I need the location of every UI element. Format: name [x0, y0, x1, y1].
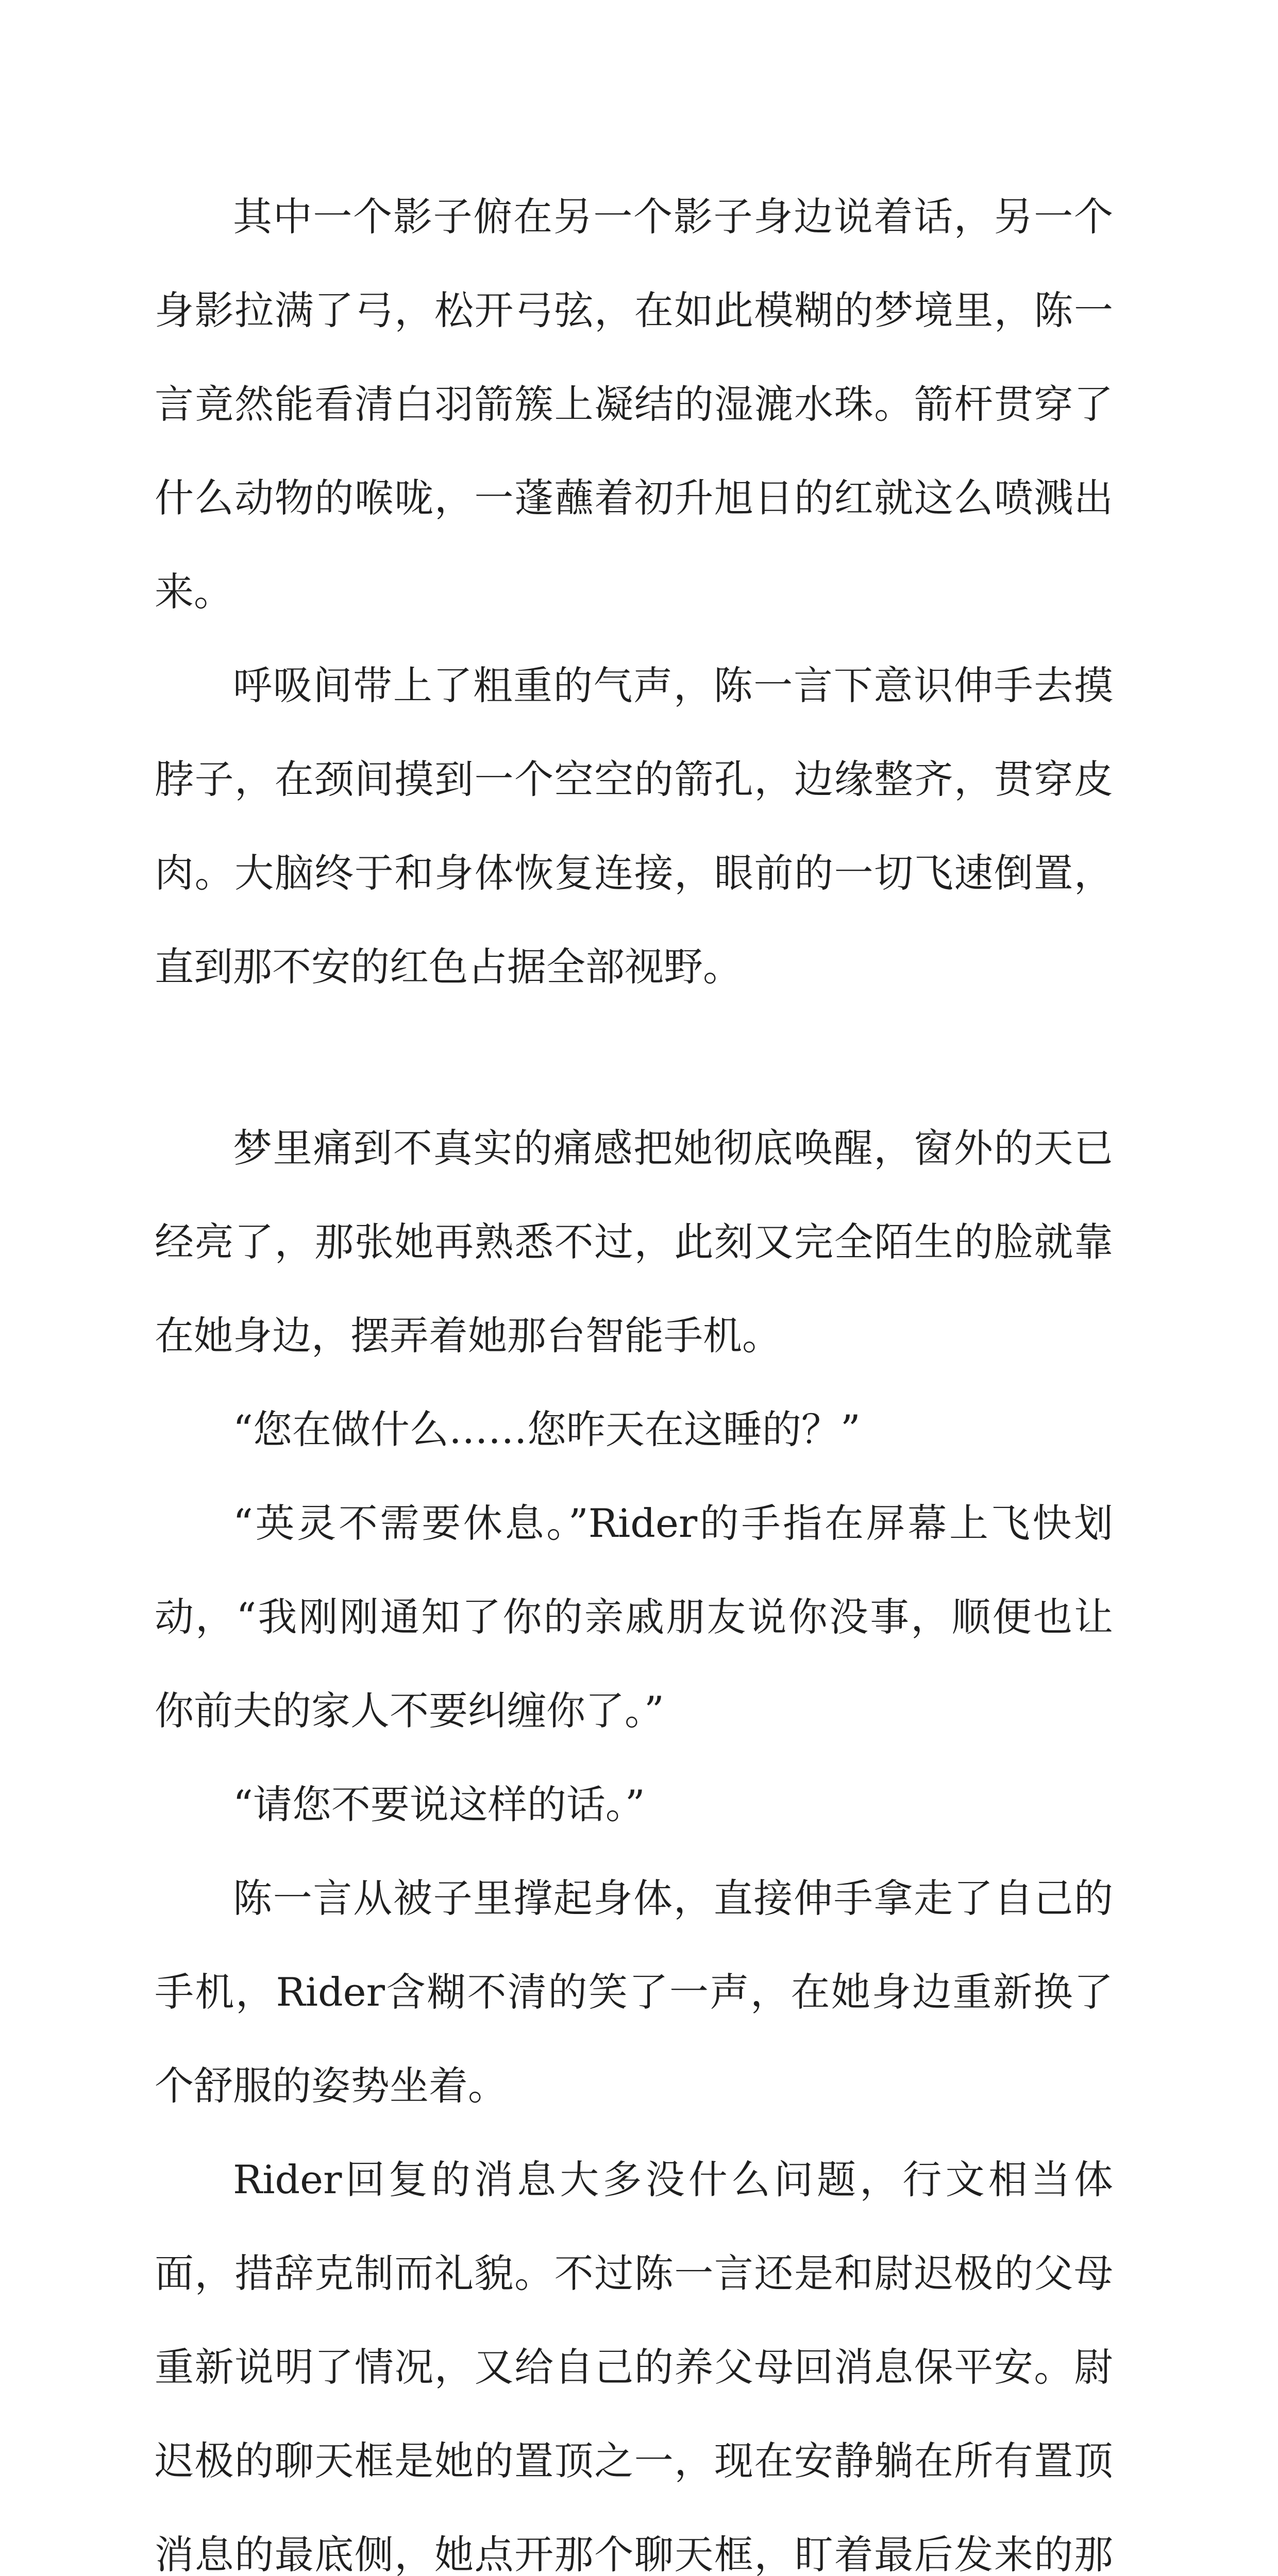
paragraph: Rider回复的消息大多没什么问题，行文相当体面，措辞克制而礼貌。不过陈一言还是和尉迟极的父母重新说明了情况，又给自己的养父母回消息保平安。尉迟极的聊天框是她的置顶之一，现在安静躺在所有置顶消息的最底侧，她点开那个聊天框，盯着最后发来的那: [155, 2157, 1113, 2576]
paragraph: 其中一个影子俯在另一个影子身边说着话，另一个身影拉满了弓，松开弓弦，在如此模糊的梦境里，陈一言竟然能看清白羽箭簇上凝结的湿漉水珠。箭杆贯穿了什么动物的喉咙，一蓬蘸着初升旭日的红就这么喷溅出来。: [155, 194, 1113, 615]
paragraph: “英灵不需要休息。”Rider的手指在屏幕上飞快划动，“我刚刚通知了你的亲戚朋友说你没事，顺便也让你前夫的家人不要纠缠你了。”: [155, 1500, 1113, 1734]
paragraph: 呼吸间带上了粗重的气声，陈一言下意识伸手去摸脖子，在颈间摸到一个空空的箭孔，边缘整齐，贯穿皮肉。大脑终于和身体恢复连接，眼前的一切飞速倒置，直到那不安的红色占据全部视野。: [155, 663, 1113, 990]
paragraph: 陈一言从被子里撑起身体，直接伸手拿走了自己的手机，Rider含糊不清的笑了一声，在她身边重新换了个舒服的姿势坐着。: [155, 1875, 1113, 2109]
paragraph: 梦里痛到不真实的痛感把她彻底唤醒，窗外的天已经亮了，那张她再熟悉不过，此刻又完全陌生的脸就靠在她身边，摆弄着她那台智能手机。: [155, 1125, 1113, 1359]
scene-break: [155, 1014, 1113, 1101]
document-body: [155, 170, 1113, 2576]
paragraph: “请您不要说这样的话。”: [233, 1782, 645, 1827]
paragraph: “您在做什么……您昨天在这睡的？”: [233, 1406, 861, 1452]
